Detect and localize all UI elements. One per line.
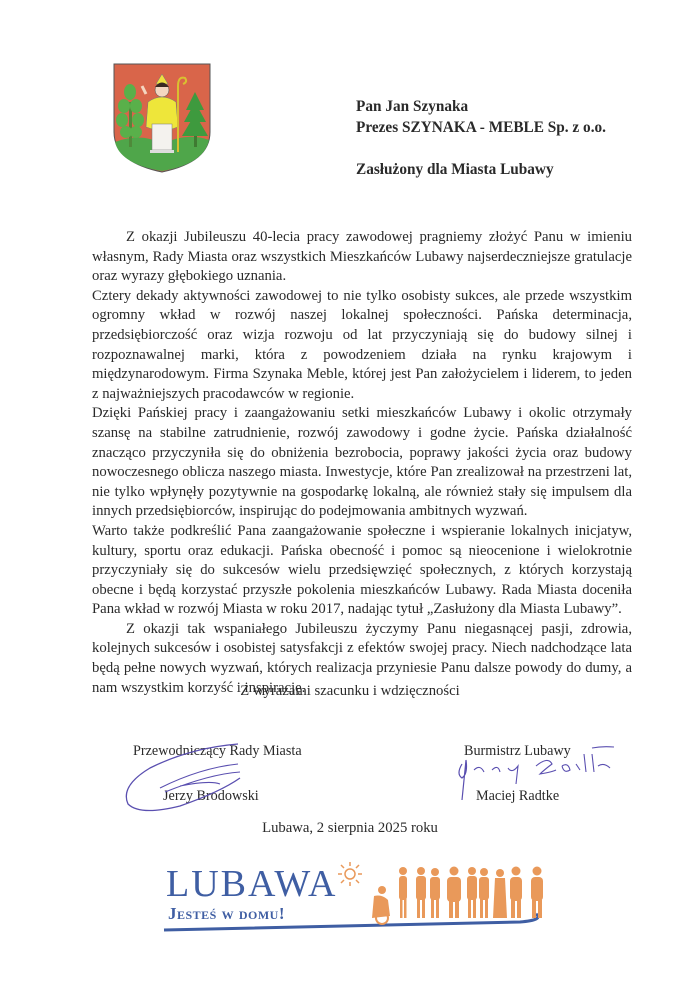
signatory-name: Maciej Radtke bbox=[476, 788, 560, 804]
letter-body bbox=[92, 228, 632, 698]
signatory-name: Jerzy Brodowski bbox=[163, 788, 259, 804]
lubawa-logo bbox=[160, 860, 560, 940]
signatory-role: Przewodniczący Rady Miasta bbox=[133, 743, 302, 759]
addressee-block bbox=[356, 96, 606, 180]
date-line: Lubawa, 2 sierpnia 2025 roku bbox=[262, 820, 438, 836]
closing-phrase: Z wyrazami szacunku i wdzięczności bbox=[240, 683, 460, 699]
paragraph: Cztery dekady aktywności zawodowej to nie tylko osobisty sukces, ale przede wszystkim ogromny wkład w rozwój naszej lokalnej społeczności. Pańska determinacja, przedsiębiorczość oraz wizja rozwoju od lat przyczyniają się do budowy silnej i rozpoznawalnej marki, która z powodzeniem działa na rynku krajowym i międzynarodowym. Firma Szynaka Meble, której jest Pan założycielem i liderem, to jeden z najważniejszych pracodawców w regionie. bbox=[92, 287, 632, 402]
paragraph: Z okazji Jubileuszu 40-lecia pracy zawodowej pragniemy złożyć Panu w imieniu własnym, Rady Miasta oraz wszystkich Mieszkańców Lubawy najserdeczniejsze gratulacje oraz wyrazy głębokiego uznania. bbox=[92, 229, 632, 285]
paragraph: Dzięki Pańskiej pracy i zaangażowaniu setki mieszkańców Lubawy i okolic otrzymały szansę na stabilne zatrudnienie, rozwój zawodowy i godne życie. Pańska działalność znacząco przyczyniła się do obniżenia bezrobocia, poprawy jakości życia oraz budowy nowoczesnego oblicza naszego miasta. Inwestycje, które Pan zrealizował na przestrzeni lat, nie tylko wpłynęły pozytywnie na gospodarkę lokalną, ale również stały się impulsem dla innych przedsiębiorców, inspirując do podejmowania ambitnych wyzwań. bbox=[92, 405, 632, 520]
handwritten-signature-icon bbox=[120, 738, 270, 818]
paragraph: Warto także podkreślić Pana zaangażowanie społeczne i wspieranie lokalnych inicjatyw, kultury, sportu oraz edukacji. Pańska obecność i pomoc są nieocenione i wielokrotnie przyczyniały się do sukcesów wielu przedsięwzięć społecznych, z których korzystają obecne i będą korzystać przyszłe pokolenia mieszkańców Lubawy. Rada Miasta doceniła Pana wkład w rozwój Miasta w roku 2017, nadając tytuł „Zasłużony dla Miasta Lubawy”. bbox=[92, 522, 632, 618]
addressee-honorary-title: Zasłużony dla Miasta Lubawy bbox=[356, 161, 554, 178]
handwritten-signature-icon bbox=[452, 744, 632, 804]
paragraph: Z okazji tak wspaniałego Jubileuszu życzymy Panu niegasnącej pasji, zdrowia, kolejnych sukcesów i osobistej satysfakcji z efektów swojej pracy. Niech nadchodzące lata będą pełne nowych wyzwań, których realizacja przyniesie Panu dalsze powody do dumy, a nam wszystkim korzyść i inspirację. bbox=[92, 620, 632, 696]
logo-graphics-icon bbox=[160, 860, 560, 940]
addressee-position: Prezes SZYNAKA - MEBLE Sp. z o.o. bbox=[356, 119, 606, 136]
logo-title: LUBAWA bbox=[166, 863, 338, 905]
logo-subtitle: Jesteś w domu! bbox=[168, 904, 286, 923]
signatory-role: Burmistrz Lubawy bbox=[464, 743, 571, 759]
coat-of-arms-icon bbox=[112, 62, 212, 174]
addressee-name: Pan Jan Szynaka bbox=[356, 98, 469, 115]
